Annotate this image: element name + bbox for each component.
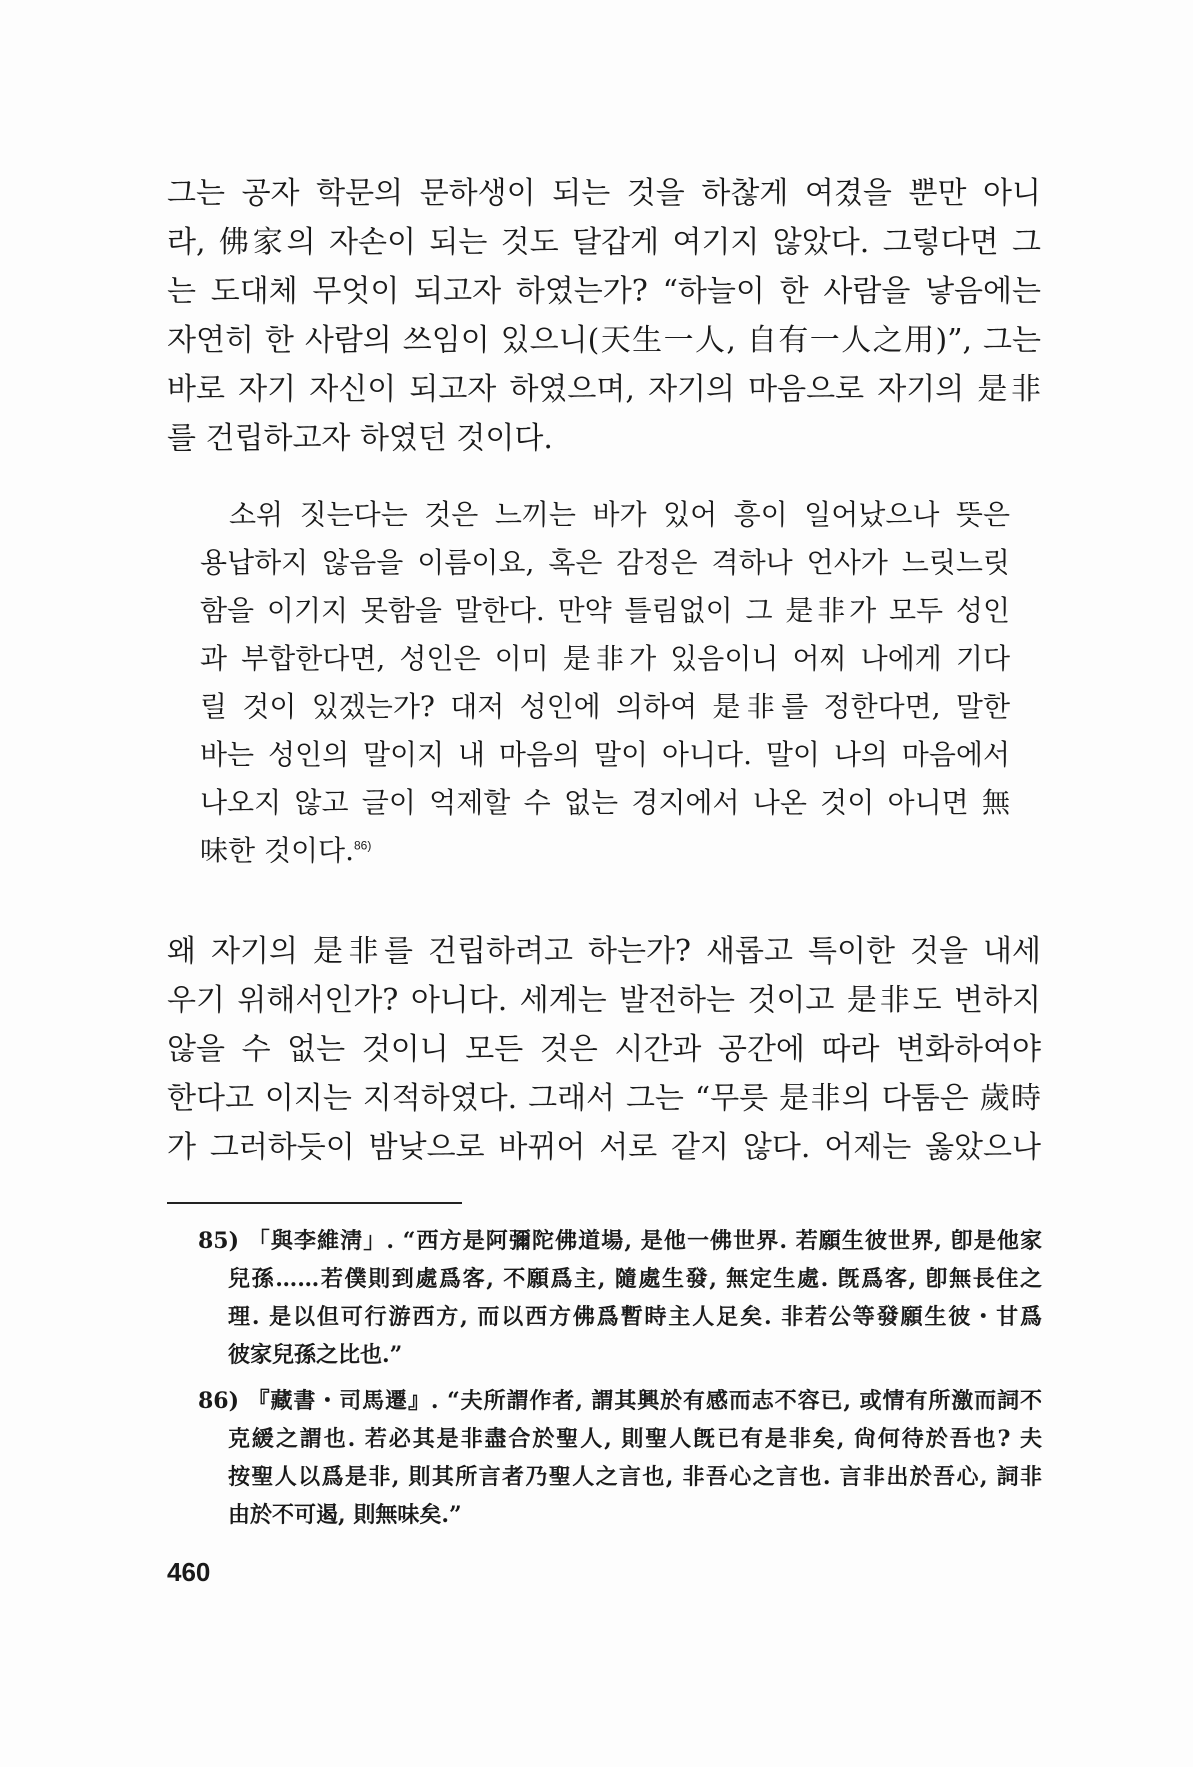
quote-line-last xyxy=(200,832,1010,870)
footnote-line xyxy=(198,1225,1042,1257)
paragraph-line: 않을 수 없는 것이니 모든 것은 시간과 공간에 따라 변화하여야 xyxy=(167,1032,1041,1067)
paragraph-line: 라, 佛家의 자손이 되는 것도 달갑게 여기지 않았다. 그렇다면 그 xyxy=(167,225,1041,260)
footnote-number: 86) xyxy=(198,1388,240,1414)
paragraph-line: 우기 위해서인가? 아니다. 세계는 발전하는 것이고 是非도 변하지 xyxy=(167,983,1041,1018)
footnote-text: 『藏書・司馬遷』. “夫所謂作者, 謂其興於有感而志不容已, 或情有所激而詞不 xyxy=(247,1388,1042,1414)
footnote-line: 理. 是以但可行游西方, 而以西方佛爲暫時主人足矣. 非若公等發願生彼・甘爲 xyxy=(228,1304,1042,1330)
footnote-reference[interactable]: 86) xyxy=(354,838,372,853)
quote-line: 함을 이기지 못함을 말한다. 만약 틀림없이 그 是非가 모두 성인 xyxy=(200,594,1010,627)
quote-text: 味한 것이다. xyxy=(200,834,354,867)
footnote-line: 按聖人以爲是非, 則其所言者乃聖人之言也, 非吾心之言也. 言非出於吾心, 詞非 xyxy=(228,1464,1042,1490)
paragraph-line: 가 그러하듯이 밤낮으로 바뀌어 서로 같지 않다. 어제는 옳았으나 xyxy=(167,1130,1041,1165)
footnote-divider xyxy=(167,1202,462,1204)
footnote-text: 「與李維淸」. “西方是阿彌陀佛道場, 是他一佛世界. 若願生彼世界, 卽是他家 xyxy=(247,1228,1042,1254)
paragraph-line: 그는 공자 학문의 문하생이 되는 것을 하찮게 여겼을 뿐만 아니 xyxy=(167,176,1041,211)
footnote-line: 彼家兒孫之比也.” xyxy=(228,1342,403,1368)
quote-line: 용납하지 않음을 이름이요, 혹은 감정은 격하나 언사가 느릿느릿 xyxy=(200,546,1010,579)
quote-line: 릴 것이 있겠는가? 대저 성인에 의하여 是非를 정한다면, 말한 xyxy=(200,690,1010,723)
quote-line: 바는 성인의 말이지 내 마음의 말이 아니다. 말이 나의 마음에서 xyxy=(200,738,1010,771)
page-number: 460 xyxy=(167,1557,211,1587)
quote-line: 나오지 않고 글이 억제할 수 없는 경지에서 나온 것이 아니면 無 xyxy=(200,786,1010,819)
footnote-number: 85) xyxy=(198,1228,240,1254)
footnote-line: 兒孫……若僕則到處爲客, 不願爲主, 隨處生發, 無定生處. 旣爲客, 卽無長住之 xyxy=(228,1266,1042,1292)
footnote-line: 克緩之謂也. 若必其是非盡合於聖人, 則聖人旣已有是非矣, 尙何待於吾也? 夫 xyxy=(228,1426,1042,1452)
quote-line: 소위 짓는다는 것은 느끼는 바가 있어 흥이 일어났으나 뜻은 xyxy=(229,498,1010,531)
paragraph-line: 는 도대체 무엇이 되고자 하였는가? “하늘이 한 사람을 낳음에는 xyxy=(167,274,1041,309)
paragraph-line: 를 건립하고자 하였던 것이다. xyxy=(167,421,553,456)
footnote-line: 由於不可遏, 則無味矣.” xyxy=(228,1502,462,1528)
paragraph-line: 자연히 한 사람의 쓰임이 있으니(天生一人, 自有一人之用)”, 그는 xyxy=(167,323,1041,358)
paragraph-line: 한다고 이지는 지적하였다. 그래서 그는 “무릇 是非의 다툼은 歲時 xyxy=(167,1081,1041,1116)
quote-line: 과 부합한다면, 성인은 이미 是非가 있음이니 어찌 나에게 기다 xyxy=(200,642,1010,675)
paragraph-line: 바로 자기 자신이 되고자 하였으며, 자기의 마음으로 자기의 是非 xyxy=(167,372,1041,407)
footnote-line xyxy=(198,1385,1042,1417)
paragraph-line: 왜 자기의 是非를 건립하려고 하는가? 새롭고 특이한 것을 내세 xyxy=(167,934,1041,969)
